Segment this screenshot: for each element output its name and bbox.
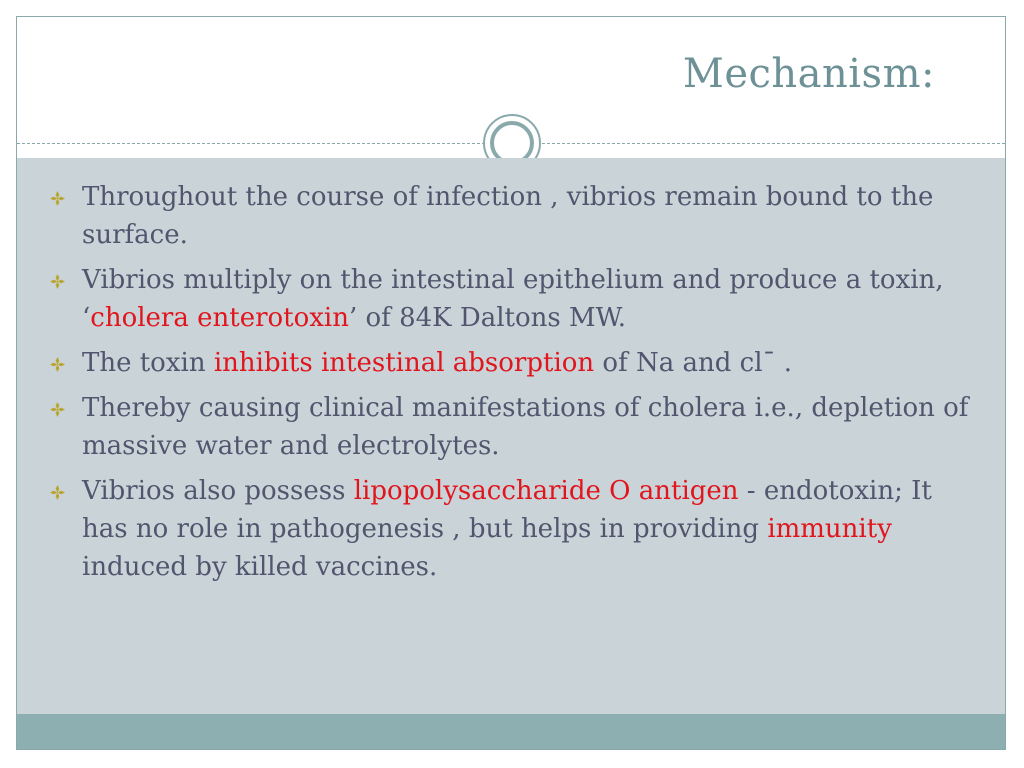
bullet-diamond-icon <box>50 191 65 206</box>
bullet-text: Thereby causing clinical manifestations of cholera i.e., depletion of massive water and electrolytes. <box>82 393 969 461</box>
bullet-text: - endotoxin; It has no role in pathogenesis , but helps in providing <box>82 476 932 544</box>
bullet-text: Vibrios also possess <box>82 476 354 506</box>
bullet-diamond-icon <box>50 402 65 417</box>
slide-title: Mechanism: <box>682 51 935 97</box>
bullet-list <box>48 178 978 593</box>
bullet-diamond-icon <box>50 274 65 289</box>
highlighted-term: cholera enterotoxin <box>90 303 349 333</box>
bullet-text: The toxin <box>82 348 214 378</box>
bullet-item <box>48 472 978 586</box>
bullet-text: ’ of 84K Daltons MW. <box>349 303 627 333</box>
bullet-item <box>48 261 978 337</box>
bullet-text: of Na and cl¯ . <box>594 348 793 378</box>
highlighted-term: immunity <box>767 514 892 544</box>
footer-bar <box>17 714 1005 749</box>
highlighted-term: lipopolysaccharide O antigen <box>353 476 739 506</box>
bullet-item <box>48 389 978 465</box>
bullet-text: induced by killed vaccines. <box>82 552 438 582</box>
highlighted-term: inhibits intestinal absorption <box>213 348 595 378</box>
bullet-item <box>48 344 978 382</box>
bullet-diamond-icon <box>50 357 65 372</box>
bullet-text: Throughout the course of infection , vibrios remain bound to the surface. <box>82 182 934 250</box>
bullet-text: Vibrios multiply on the intestinal epithelium and produce a toxin, ‘ <box>82 265 944 333</box>
bullet-item <box>48 178 978 254</box>
bullet-diamond-icon <box>50 485 65 500</box>
